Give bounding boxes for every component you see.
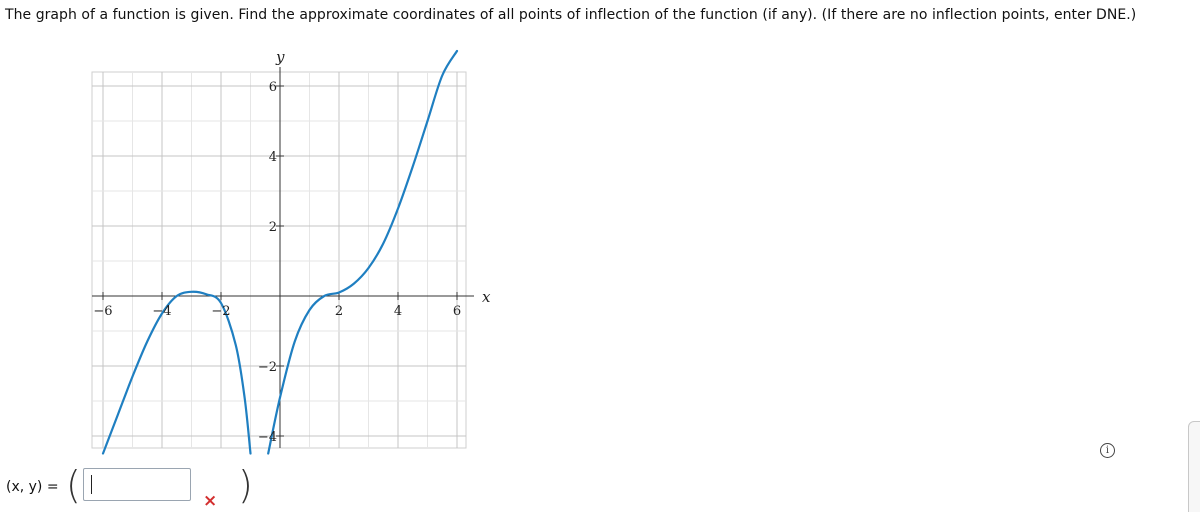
x-tick-label: −2	[211, 304, 231, 319]
x-tick-label: −4	[152, 304, 172, 319]
info-icon[interactable]: i	[1100, 443, 1115, 458]
axes	[92, 67, 474, 448]
y-tick-label: −4	[257, 430, 277, 445]
tick-labels	[93, 80, 461, 445]
grid-frame	[92, 72, 466, 448]
incorrect-mark-icon: ×	[203, 491, 218, 511]
grid	[92, 72, 466, 448]
y-axis-label: y	[276, 48, 285, 66]
x-tick-label: 2	[334, 304, 344, 319]
y-tick-label: −2	[257, 360, 277, 375]
x-axis-label: x	[482, 288, 491, 306]
answer-label: (x, y) =	[6, 479, 59, 495]
question-text: The graph of a function is given. Find the approximate coordinates of all points of inflection of the function (if any). (If there are no inflection points, enter DNE.)	[5, 7, 1137, 23]
x-tick-label: 6	[452, 304, 462, 319]
y-tick-label: 4	[268, 150, 277, 165]
y-tick-label: 6	[268, 80, 277, 95]
side-panel-tab[interactable]	[1188, 421, 1200, 512]
open-paren: (	[66, 463, 81, 507]
close-paren: )	[238, 463, 253, 507]
x-tick-label: 4	[393, 304, 403, 319]
y-tick-label: 2	[268, 220, 277, 235]
answer-input[interactable]	[83, 468, 191, 501]
text-cursor	[91, 475, 92, 494]
function-curve	[268, 51, 457, 454]
x-tick-label: −6	[93, 304, 113, 319]
function-graph	[0, 0, 520, 470]
